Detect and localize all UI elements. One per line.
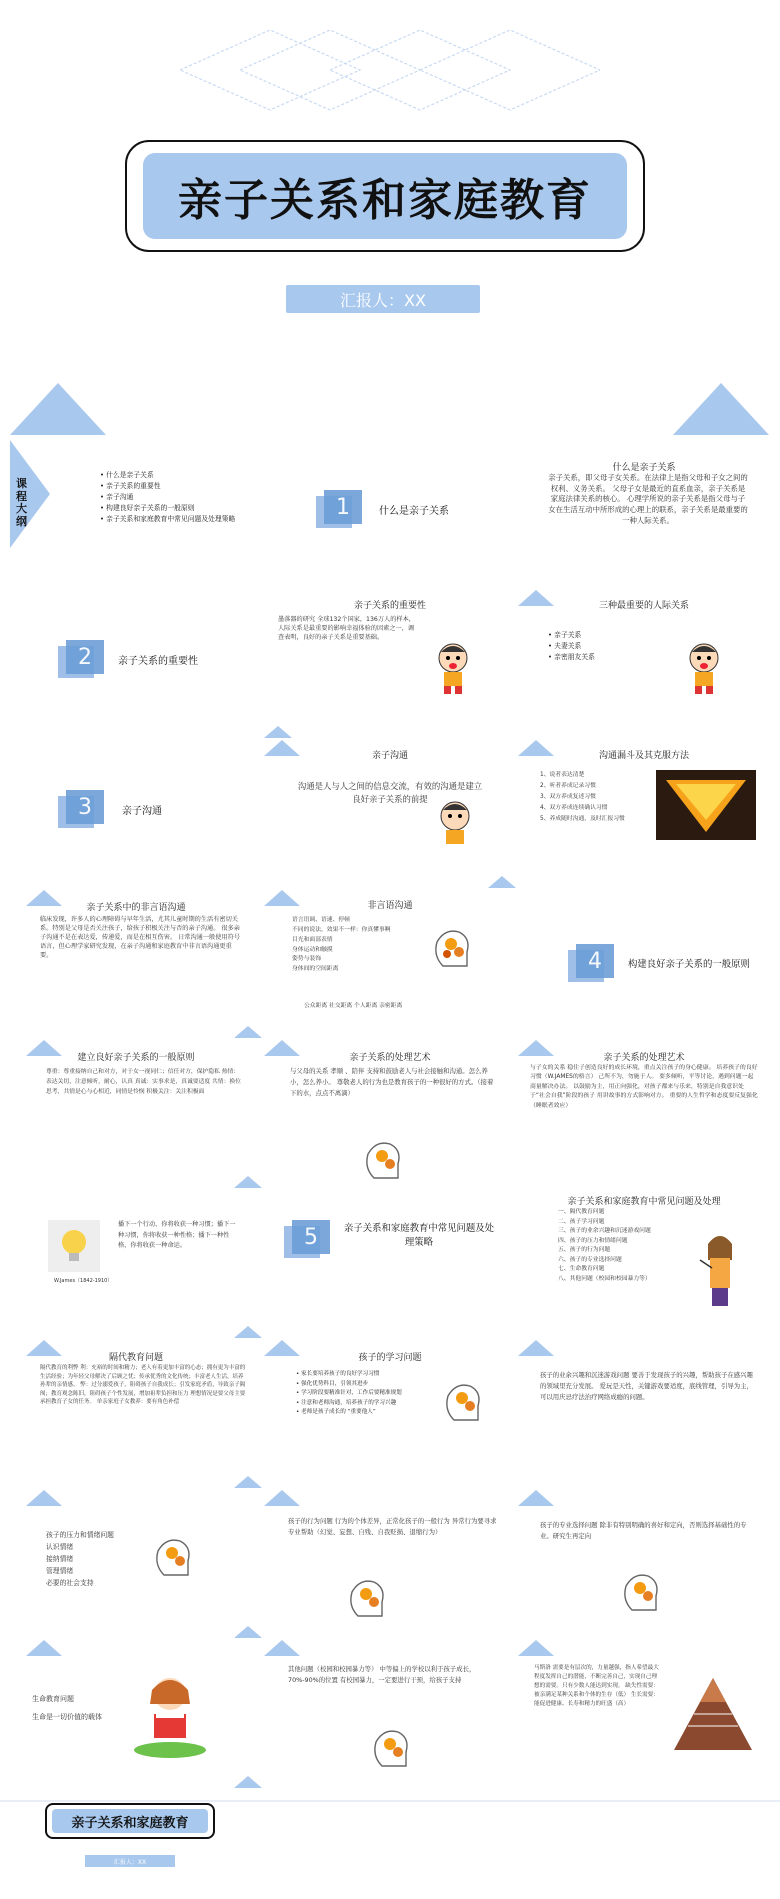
slide-behavior [264,1490,516,1638]
slide-body: 墨落器的研究 全球132个国家，136万人的样本，人际关系是最重要的影响幸福体验的因素之一，调查表明，良好的亲子关系是重要基础。 [278,616,415,641]
list-item: • 强化优势科目，引领其进步 [296,1380,436,1390]
brain-gears-icon [150,1535,196,1581]
slide-title: 亲子关系的处理艺术 [603,1053,685,1063]
slide-title: 建立良好亲子关系的一般原则 [77,1053,195,1063]
relations-list [548,630,595,663]
distance-labels: 公众距离 社交距离 个人距离 亲密距离 [304,1003,403,1009]
slide-generation [10,1340,262,1488]
study-list [296,1370,436,1418]
section-label: 亲子关系的重要性 [118,656,198,667]
reading-girl-icon [130,1670,210,1760]
section-label: 亲子沟通 [122,806,162,817]
slide-nonverbal2 [264,890,516,1038]
slide-importance [264,590,516,738]
slide-title: 什么是亲子关系 [612,463,676,473]
slide-section-5 [264,1190,516,1338]
list-item: • 亲密朋友关系 [548,652,595,663]
common-list: 一、隔代教育问题 二、孩子学习问题 三、孩子的业余兴趣和沉迷游戏问题 四、孩子的压力和情绪问题 五、孩子的行为问题 六、孩子的专业选择问题 七、生命教育问题 八、其他问题（校园和校园暴力等） [558,1209,651,1282]
slide-body: 与子女的关系 稳住子创造良好的成长环境，重点关注孩子的身心健康。 培养孩子的良好习惯（W.JAMES的格言） 己所不为，勿施于人。 要多倾听，平等讨论，遇到问题一起商量解决办法。 以鼓励为主，用正向强化，对孩子都来与乐来，特别是自我意识处于“社会自我”阶段的孩子 用讲故事的方式影响对方。 重要的人生哲学和态度要反复强化（睡眠者效应） [530,1065,758,1109]
slide-nonverbal [10,890,262,1038]
slide-maslow [518,1640,770,1788]
slide-hobby [518,1340,770,1488]
cartoon-boy-icon [432,640,474,696]
divider [0,1800,780,1802]
cartoon-boy-icon [683,640,725,696]
funnel-list: 1、说者表达清楚 2、听者养成记录习惯 3、双方养成复述习惯 4、双方养成连续确认习惯 5、养成随时沟通，及时汇报习惯 [540,772,625,822]
slide-body: 其他问题（校园和校园暴力等） 中等偏上的学校以利于孩子成长，70%-90%的位置 有校园暴力，一定要进行干预，给孩子支持 [288,1665,476,1684]
list-item: • 什么是亲子关系 [100,470,250,481]
slide-title: 亲子关系的重要性 [353,601,426,611]
slide-three-relations [518,590,770,738]
slide-principles [10,1040,262,1188]
slide-body: 尊重：尊重接纳自己和对方，对于女一视同仁；信任对方，保护隐私 热情：表达关切，注意倾听，耐心，认真 真诚：实事求是，真诚要适度 共情：换位思考，共情是心与心相近，同情是怜悯 积极关注：关注积极面 [46,1069,241,1095]
triangle-deco [673,383,769,435]
slide-title: 亲子关系的处理艺术 [349,1053,431,1063]
section-number-badge: 1 [316,490,362,530]
list-item: • 亲子关系 [548,630,595,641]
slide-body: 隔代教育的利弊 利：充裕的时间和精力；老人有着更加丰富的心态；拥有更为丰富的生活经验；为年轻父母解决了后顾之忧；传承优秀的文化传统；丰富老人生活，培养孙辈的亲情感。 弊：过分溺爱孩子，阻碍孩子自我成长；引发家庭矛盾，导致亲子隔阂；教育观念陈旧，阻碍孩子个性发展，增加祖辈负担和压力 理想情况是要父母主要承担教育子女的任务。 单亲家庭子女教养：要有角色补偿 [40,1365,246,1406]
closing-title: 亲子关系和家庭教育 [52,1809,208,1833]
slide-section-4 [518,890,770,1038]
slide-outline [10,440,262,588]
slide-body: 孩子的行为问题 行为的个体差异，正常化孩子的一般行为 异常行为要寻求专业帮助（幻觉、妄想、自残、自我贬损、退缩行为） [288,1517,497,1536]
slide-body: 沟通是人与人之间的信息交流，有效的沟通是建立良好亲子关系的前提 [297,781,483,805]
main-title: 亲子关系和家庭教育 [178,175,592,226]
slide-body: 孩子的专业选择问题 除非有特别明确的喜好和定向，否则选择基础性的专业。研究生再定向 [540,1521,747,1540]
slide-title: 沟通漏斗及其克服方法 [598,751,689,761]
section-label: 构建良好亲子关系的一般原则 [628,959,750,970]
reporter-badge: 汇报人：XX [286,285,480,313]
cartoon-boy-icon [434,798,476,854]
life-list: 生命教育问题 生命是一切价值的载体 [32,1695,102,1722]
slide-body: 马斯洛 需要是有层次的，力量越强，指人希望最大程度发挥自己的潜能，不断完善自己，实现自己理想的需要。只有少数人能达到实现。 缺失性需要：被亲满足某种关系和个体的生存（低） 生长需要：能促进健康、长寿和精力的旺盛（高） [534,1665,659,1707]
slide-body: 与父母的关系 孝顺 、陪伴 支持和鼓励老人与社会接触和沟通。怎么养小，怎么养小。 尊敬老人的行为也是教育孩子的一种很好的方式。（接着下的水，点点不离滴） [290,1067,494,1097]
closing-reporter: 汇报人：XX [85,1855,175,1867]
title-slide [0,0,780,350]
funnel-graphic-icon [656,770,756,840]
slide-title: 三种最重要的人际关系 [598,601,689,611]
list-item: • 构建良好亲子关系的一般原则 [100,503,250,514]
slide-art-2 [518,1040,770,1188]
brain-gears-icon [618,1570,664,1616]
slide-major [518,1490,770,1638]
brain-gears-icon [360,1138,406,1184]
slide-funnel [518,740,770,888]
list-item: • 学习阶段要精准针对，工作后要精准规划 [296,1389,436,1399]
list-item: • 注意和老师沟通，培养孩子的学习兴趣 [296,1399,436,1409]
quote-text: 播下一个行动，你将收获一种习惯；播下一种习惯，你将收获一种性格；播下一种性格，你将收获一种命运。 [118,1221,236,1250]
brain-gears-icon [429,926,475,972]
lightbulb-icon [48,1220,100,1272]
list-item: • 夫妻关系 [548,641,595,652]
slide-title: 亲子关系和家庭教育中常见问题及处理 [567,1197,721,1207]
list-item: • 亲子沟通 [100,492,250,503]
slide-quote [10,1190,262,1338]
lattice-decoration [180,20,600,120]
slide-other [264,1640,516,1788]
teacher-girl-icon [694,1230,744,1320]
brain-gears-icon [368,1726,414,1772]
section-number-badge: 3 [58,790,104,830]
slide-title: 亲子关系中的非言语沟通 [86,903,186,913]
nonverbal-list: 语言语调、语速、停顿 不同的说法，效果不一样：你真懂事啊 目光和面部表情 身体运动和触摸 姿势与装饰 身体间的空间距离 [292,917,391,973]
section-label: 亲子关系和家庭教育中常见问题及处理策略 [344,1223,495,1248]
slide-title: 隔代教育问题 [108,1353,163,1363]
slide-what-is [518,440,770,588]
title-box [143,153,627,239]
slide-title: 亲子沟通 [371,751,408,761]
slide-stress [10,1490,262,1638]
slide-section-3 [10,740,262,888]
section-number-badge: 5 [284,1220,330,1260]
outline-list [100,470,250,524]
pyramid-icon [668,1674,758,1754]
slide-communication [264,740,516,888]
closing-title-frame [45,1803,215,1839]
list-item: • 亲子关系和家庭教育中常见问题及处理策略 [100,514,250,525]
slide-title: 非言语沟通 [367,901,413,911]
slide-body: 亲子关系，即父母子女关系。在法律上是指父母和子女之间的权利、义务关系。 父母子女是最近的直系血亲，亲子关系是家庭法律关系的核心。 心理学所说的亲子关系是指父母与子女在生活互动中所形成的心理上的联系，亲子关系是最重要的一种人际关系。 [548,473,748,525]
stress-list: 孩子的压力和情绪问题 认识情绪 接纳情绪 管理情绪 必要的社会支持 [46,1531,114,1587]
list-item: • 老师是孩子成长的 “重要他人” [296,1408,436,1418]
slide-title: 孩子的学习问题 [358,1353,422,1363]
outline-label: 课程大纲 [16,477,27,528]
quote-author: W.James（1842-1910） [54,1278,113,1284]
slide-body: 孩子的业余兴趣和沉迷游戏问题 要善于发现孩子的兴趣，帮助孩子在感兴趣的领域里充分发展。 爱玩是天性，关键游戏要适度，底线管理，引导为主，可以用庆忌疗法治疗网络成瘾的问题。 [540,1371,753,1401]
brain-gears-icon [440,1380,486,1426]
triangle-deco [10,383,106,435]
slide-art-1 [264,1040,516,1188]
slide-life [10,1640,262,1788]
slide-section-2 [10,590,262,738]
slide-common [518,1190,770,1338]
section-number-badge: 4 [568,944,614,984]
section-number-badge: 2 [58,640,104,680]
slide-body: 临床发现，许多人的心理障碍与早年生活，尤其儿童时期的生活有密切关系。特别是父母是否关注孩子，给孩子积极关注与否的亲子沟通。 很多亲子沟通不是在表达爱，传递爱，而是在相互伤害。 日常沟通一般使用符号语言，但心理学家研究发现，在亲子沟通和家庭教育中非言语沟通更重要。 [40,916,240,959]
brain-gears-icon [344,1576,390,1622]
slide-study [264,1340,516,1488]
section-label: 什么是亲子关系 [379,506,449,517]
list-item: • 亲子关系的重要性 [100,481,250,492]
slide-section-1 [264,440,516,588]
list-item: • 家长要培养孩子的良好学习习惯 [296,1370,436,1380]
